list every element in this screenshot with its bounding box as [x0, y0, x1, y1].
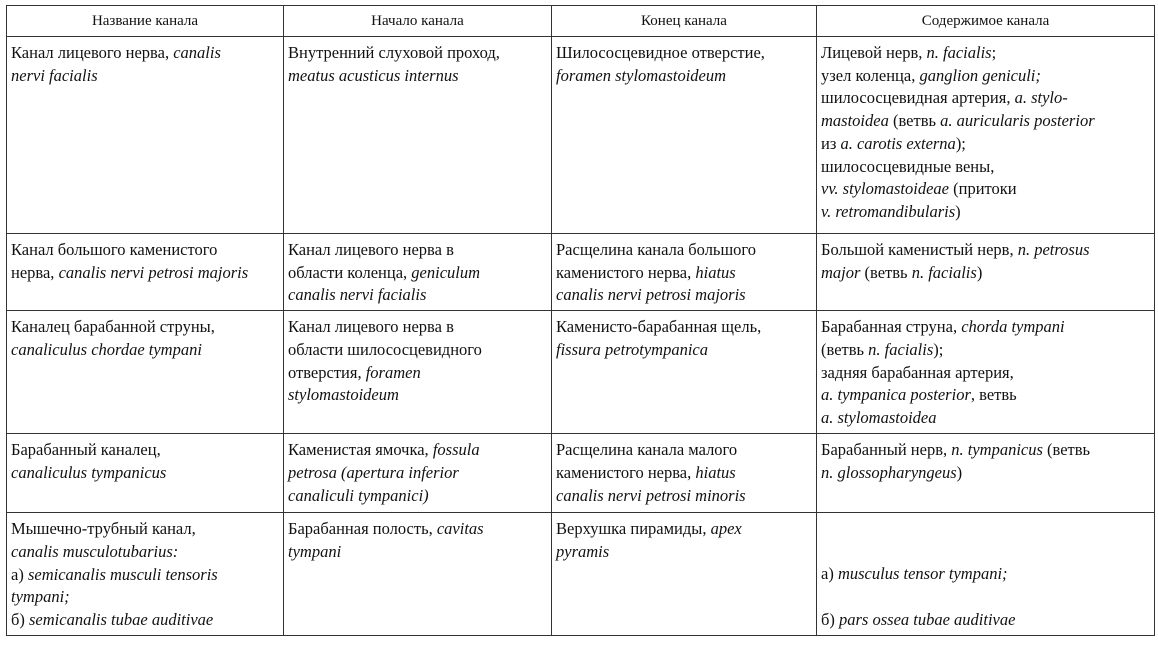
text-segment: б)	[821, 609, 840, 629]
cell-line	[821, 178, 1150, 201]
latin-term: fissura petrotympanica	[556, 339, 709, 359]
latin-term: a. stylomastoidea	[821, 407, 937, 427]
text-segment: Барабанный каналец,	[11, 440, 161, 460]
latin-term: canaliculi tympanici)	[288, 485, 429, 505]
cell-name	[7, 234, 284, 311]
cell-line	[821, 563, 1150, 586]
cell-end	[552, 434, 817, 513]
latin-term: semicanalis tubae auditivae	[29, 609, 214, 629]
latin-term: canaliculus tympanicus	[11, 462, 167, 482]
latin-term: hiatus	[695, 462, 736, 482]
text-segment: Расщелина канала малого	[556, 440, 738, 460]
latin-term: fossula	[432, 440, 480, 460]
cell-line	[11, 65, 279, 88]
text-segment: (ветвь	[821, 339, 869, 359]
latin-term: n. petrosus	[1017, 240, 1090, 259]
latin-term: canalis nervi petrosi majoris	[58, 262, 249, 282]
cell-line	[821, 65, 1150, 88]
cell-line	[821, 110, 1150, 133]
text-segment: из	[821, 133, 841, 153]
text-segment: а)	[821, 564, 838, 584]
canals-table	[6, 5, 1155, 636]
cell-line	[556, 284, 812, 307]
cell-line	[11, 316, 279, 339]
latin-term: v. retromandibularis	[821, 201, 956, 221]
cell-start	[284, 513, 552, 636]
cell-line	[288, 518, 547, 541]
cell-content	[817, 311, 1155, 434]
cell-name	[7, 37, 284, 234]
cell-line	[556, 262, 812, 285]
cell-line	[821, 201, 1150, 224]
text-segment: Расщелина канала большого	[556, 240, 757, 259]
text-segment: каменистого нерва,	[556, 262, 696, 282]
latin-term: canalis	[173, 43, 221, 62]
latin-term: canalis nervi facialis	[288, 285, 427, 305]
latin-term: stylomastoideum	[288, 385, 399, 405]
text-segment: каменистого нерва,	[556, 462, 696, 482]
latin-term: foramen	[365, 362, 421, 382]
cell-line	[821, 133, 1150, 156]
text-segment: Большой каменистый нерв,	[821, 240, 1018, 259]
cell-line	[11, 339, 279, 362]
cell-line	[288, 284, 547, 307]
latin-term: n. tympanicus	[951, 440, 1043, 460]
text-segment: Барабанная струна,	[821, 317, 962, 337]
cell-start	[284, 311, 552, 434]
table-row	[7, 434, 1155, 513]
text-segment: б)	[11, 609, 30, 629]
cell-line	[821, 586, 1150, 609]
text-segment: (ветвь	[1042, 440, 1091, 460]
cell-end	[552, 311, 817, 434]
text-segment: )	[976, 262, 983, 282]
table-row	[7, 513, 1155, 636]
text-segment: шилососцевидные вены,	[821, 156, 995, 176]
cell-content	[817, 434, 1155, 513]
text-segment: ;	[991, 43, 997, 62]
text-segment: Канал большого каменистого	[11, 240, 218, 259]
cell-line	[556, 485, 812, 508]
latin-term: petrosa (apertura inferior	[288, 462, 459, 482]
cell-line	[556, 462, 812, 485]
cell-line	[821, 339, 1150, 362]
latin-term: a. auricularis posterior	[940, 111, 1095, 131]
latin-term: a. tympanica posterior	[821, 385, 971, 405]
cell-line	[821, 384, 1150, 407]
cell-line	[288, 42, 547, 65]
text-segment: Лицевой нерв,	[821, 43, 927, 62]
text-segment: области коленца,	[288, 262, 412, 282]
header-name: Название канала	[7, 6, 284, 37]
latin-term: apex	[710, 519, 742, 539]
text-segment: );	[955, 133, 966, 153]
cell-line	[11, 462, 279, 485]
cell-line	[11, 564, 279, 587]
cell-line	[288, 541, 547, 564]
cell-line	[11, 518, 279, 541]
latin-term: major	[821, 262, 861, 282]
cell-line	[288, 384, 547, 407]
cell-line	[556, 316, 812, 339]
text-segment: Мышечно-трубный канал,	[11, 519, 196, 539]
latin-term: musculus tensor tympani;	[837, 564, 1008, 584]
cell-line	[288, 485, 547, 508]
text-segment: (притоки	[949, 179, 1017, 199]
latin-term: n. glossopharyngeus	[821, 462, 957, 482]
cell-line	[821, 407, 1150, 430]
cell-name	[7, 311, 284, 434]
latin-term: a. carotis externa	[840, 133, 956, 153]
cell-content	[817, 234, 1155, 311]
cell-line	[556, 541, 812, 564]
cell-line	[288, 316, 547, 339]
cell-line	[11, 42, 279, 65]
latin-term: vv. stylomastoideae	[821, 179, 949, 199]
text-segment: Канал лицевого нерва в	[288, 317, 454, 337]
cell-line	[11, 262, 279, 285]
text-segment: Внутренний слуховой проход,	[288, 43, 500, 62]
latin-term: a. stylo-	[1014, 88, 1068, 108]
latin-term: canalis nervi petrosi majoris	[556, 285, 746, 305]
latin-term: cavitas	[436, 519, 484, 539]
cell-line	[556, 339, 812, 362]
cell-line	[556, 439, 812, 462]
text-segment: , ветвь	[970, 385, 1017, 405]
cell-line	[11, 439, 279, 462]
cell-line	[11, 586, 279, 609]
cell-start	[284, 434, 552, 513]
cell-end	[552, 234, 817, 311]
text-segment: );	[933, 339, 944, 359]
cell-content	[817, 37, 1155, 234]
text-segment: )	[955, 201, 961, 221]
cell-line	[821, 239, 1150, 262]
table-row	[7, 37, 1155, 234]
cell-line	[11, 609, 279, 632]
text-segment: области шилососцевидного	[288, 339, 482, 359]
text-segment: Канал лицевого нерва в	[288, 240, 454, 259]
cell-line	[821, 462, 1150, 485]
text-segment: Каменисто-барабанная щель,	[556, 317, 762, 337]
cell-start	[284, 234, 552, 311]
latin-term: hiatus	[695, 262, 736, 282]
cell-line	[288, 362, 547, 385]
cell-name	[7, 513, 284, 636]
cell-line	[288, 262, 547, 285]
latin-term: pyramis	[556, 541, 610, 561]
text-segment: Каменистая ямочка,	[288, 440, 433, 460]
cell-line	[821, 541, 1150, 564]
header-content: Содержимое канала	[817, 6, 1155, 37]
cell-line	[821, 439, 1150, 462]
cell-name	[7, 434, 284, 513]
latin-term: n. facialis	[911, 262, 977, 282]
cell-line	[556, 518, 812, 541]
text-segment: шилососцевидная артерия,	[821, 88, 1015, 108]
text-segment: (ветвь	[860, 262, 912, 282]
text-segment: )	[956, 462, 963, 482]
text-segment: Барабанный нерв,	[821, 440, 952, 460]
latin-term: meatus acusticus internus	[288, 65, 459, 85]
cell-line	[288, 439, 547, 462]
cell-end	[552, 37, 817, 234]
cell-line	[556, 65, 812, 88]
cell-line	[821, 87, 1150, 110]
latin-term: semicanalis musculi tensoris	[27, 564, 218, 584]
text-segment: Каналец барабанной струны,	[11, 317, 215, 337]
text-segment: узел коленца,	[821, 65, 920, 85]
latin-term: chorda tympani	[961, 317, 1065, 337]
cell-line	[11, 541, 279, 564]
cell-line	[288, 339, 547, 362]
cell-line	[556, 239, 812, 262]
text-segment: Верхушка пирамиды,	[556, 519, 711, 539]
cell-line	[821, 316, 1150, 339]
header-end: Конец канала	[552, 6, 817, 37]
cell-line	[288, 462, 547, 485]
text-segment: задняя барабанная артерия,	[821, 362, 1014, 382]
text-segment: нерва,	[11, 262, 59, 282]
latin-term: canalis nervi petrosi minoris	[556, 485, 746, 505]
latin-term: canalis musculotubarius:	[11, 541, 179, 561]
latin-term: nervi facialis	[11, 65, 98, 85]
cell-line	[556, 42, 812, 65]
header-start: Начало канала	[284, 6, 552, 37]
text-segment: (ветвь	[888, 111, 941, 131]
latin-term: ganglion geniculi;	[919, 65, 1041, 85]
cell-line	[821, 609, 1150, 632]
cell-line	[288, 65, 547, 88]
cell-line	[288, 239, 547, 262]
text-segment: а)	[11, 564, 28, 584]
latin-term: geniculum	[411, 262, 481, 282]
cell-line	[821, 518, 1150, 541]
cell-line	[821, 156, 1150, 179]
text-segment: Шилососцевидное отверстие,	[556, 43, 765, 62]
header-row	[7, 6, 1155, 37]
cell-line	[821, 262, 1150, 285]
text-segment: Канал лицевого нерва,	[11, 43, 174, 62]
cell-line	[11, 239, 279, 262]
text-segment: отверстия,	[288, 362, 366, 382]
table-row	[7, 311, 1155, 434]
latin-term: tympani	[288, 541, 342, 561]
cell-end	[552, 513, 817, 636]
cell-line	[821, 42, 1150, 65]
cell-line	[821, 362, 1150, 385]
latin-term: foramen stylomastoideum	[556, 65, 727, 85]
latin-term: tympani;	[11, 587, 70, 607]
cell-start	[284, 37, 552, 234]
latin-term: n. facialis	[926, 43, 992, 62]
latin-term: mastoidea	[821, 111, 889, 131]
cell-content	[817, 513, 1155, 636]
text-segment: Барабанная полость,	[288, 519, 437, 539]
table-row	[7, 234, 1155, 311]
latin-term: canaliculus chordae tympani	[11, 339, 202, 359]
latin-term: n. facialis	[868, 339, 934, 359]
latin-term: pars ossea tubae auditivae	[839, 609, 1016, 629]
